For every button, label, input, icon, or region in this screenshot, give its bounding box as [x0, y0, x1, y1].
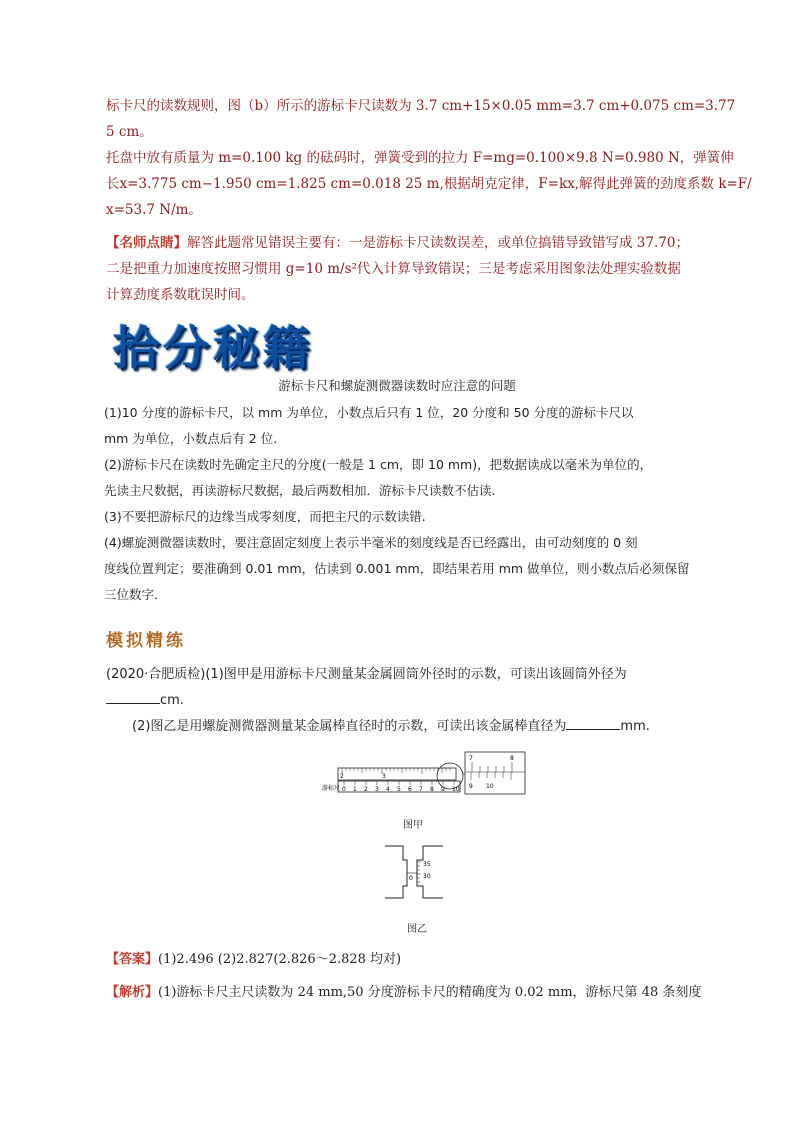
prev-line-5: x=53.7 N/m。 [106, 202, 202, 218]
prev-line-3: 托盘中放有质量为 m=0.100 kg 的砝码时，弹簧受到的拉力 F=mg=0.100×9.8 N=0.980 N，弹簧伸 [106, 150, 734, 166]
vernier-number: 7 [419, 786, 423, 793]
question-2-text: (2)图乙是用螺旋测微器测量某金属棒直径时的示数，可读出该金属棒直径为 [132, 719, 567, 734]
micrometer-left-frame [385, 846, 407, 898]
figure-micrometer [383, 842, 447, 902]
vernier-number: 0 [342, 786, 346, 793]
tip-4a: (4)螺旋测微器读数时，要注意固定刻度上表示半毫米的刻度线是否已经露出，由可动刻度的 0 刻 [104, 535, 638, 550]
figure-a-caption: 图甲 [403, 820, 423, 831]
question-1-text: (2020·合肥质检)(1)图甲是用游标卡尺测量某金属圆筒外径时的示数，可读出该圆筒外径为 [106, 667, 627, 682]
tip-1a: (1)10 分度的游标卡尺，以 mm 为单位，小数点后只有 1 位，20 分度和 50 分度的游标卡尺以 [104, 405, 634, 420]
previous-answer [106, 93, 752, 223]
practice-section-title: 模拟精练 [106, 631, 186, 651]
tip-2b: 先读主尺数据，再读游标尺数据，最后两数相加．游标卡尺读数不估读. [104, 483, 496, 498]
tip-1b: mm 为单位，小数点后有 2 位. [104, 431, 278, 446]
thimble-label-30: 30 [423, 873, 431, 880]
analysis-section [106, 980, 726, 1006]
answer-section [106, 947, 726, 973]
prev-line-2: 5 cm。 [106, 124, 153, 140]
zoom-label-9: 9 [469, 783, 473, 790]
sleeve-label-0: 0 [409, 875, 413, 882]
banner-title: 拾分秘籍 [113, 321, 313, 375]
teacher-note-line-3: 计算劲度系数耽误时间。 [106, 287, 255, 303]
teacher-note-label: 【名师点睛】 [106, 235, 187, 251]
teacher-note [106, 230, 726, 308]
figure-b-caption: 图乙 [407, 924, 427, 935]
vernier-number: 8 [430, 786, 434, 793]
tips-heading: 游标卡尺和螺旋测微器读数时应注意的问题 [278, 378, 516, 393]
tip-3: (3)不要把游标尺的边缘当成零刻度，而把主尺的示数读错. [104, 509, 426, 524]
zoom-label-8: 8 [510, 755, 514, 762]
main-scale-label-3: 3 [382, 773, 386, 780]
tip-4b: 度线位置判定；要准确到 0.01 mm，估读到 0.001 mm，即结果若用 mm 做单位，则小数点后必须保留 [104, 561, 690, 576]
tip-2a: (2)游标卡尺在读数时先确定主尺的分度(一般是 1 cm，即 10 mm)，把数据读成以毫米为单位的， [104, 457, 653, 472]
tips-list [104, 400, 728, 608]
vernier-number: 2 [364, 786, 368, 793]
teacher-note-line-2: 二是把重力加速度按照习惯用 g=10 m/s²代入计算导致错误；三是考虑采用图象法处理实验数据 [106, 261, 681, 277]
main-scale-label-2: 2 [340, 773, 344, 780]
vernier-number: 9 [441, 786, 445, 793]
vernier-number: 3 [375, 786, 379, 793]
thimble-ticks [417, 862, 421, 882]
answer-blank-1 [106, 689, 160, 704]
banner [102, 316, 324, 374]
analysis-text: (1)游标卡尺主尺读数为 24 mm,50 分度游标卡尺的精确度为 0.02 mm，游标尺第 48 条刻度 [158, 985, 702, 1000]
answer-text: (1)2.496 (2)2.827(2.826～2.828 均对) [158, 952, 402, 967]
teacher-note-line-1: 解答此题常见错误主要有：一是游标卡尺读数误差，或单位搞错导致错写成 37.70； [187, 235, 689, 251]
vernier-number: 6 [408, 786, 412, 793]
prev-line-1: 标卡尺的读数规则，图（b）所示的游标卡尺读数为 3.7 cm+15×0.05 mm=3.7 cm+0.075 cm=3.77 [106, 98, 736, 114]
vernier-scale-label: 游标尺 [322, 785, 341, 792]
question-1-unit: cm. [160, 693, 184, 708]
vernier-number: 1 [353, 786, 357, 793]
question-2-unit: mm. [620, 719, 650, 734]
vernier-number: 4 [386, 786, 390, 793]
zoom-label-7: 7 [469, 755, 473, 762]
analysis-label: 【解析】 [106, 985, 159, 1000]
figure-vernier-caliper [322, 748, 530, 806]
tip-4c: 三位数字. [104, 587, 158, 602]
micrometer-right-frame [417, 846, 443, 898]
vernier-number: 5 [397, 786, 401, 793]
thimble-label-35: 35 [423, 861, 431, 868]
practice-question [106, 662, 726, 740]
zoom-label-10: 10 [486, 783, 494, 790]
answer-blank-2 [566, 715, 620, 730]
prev-line-4: 长x=3.775 cm−1.950 cm=1.825 cm=0.018 25 m,根据胡克定律，F=kx,解得此弹簧的劲度系数 k=F/ [106, 176, 752, 192]
vernier-number: 10 [452, 786, 460, 793]
answer-label: 【答案】 [106, 952, 159, 967]
